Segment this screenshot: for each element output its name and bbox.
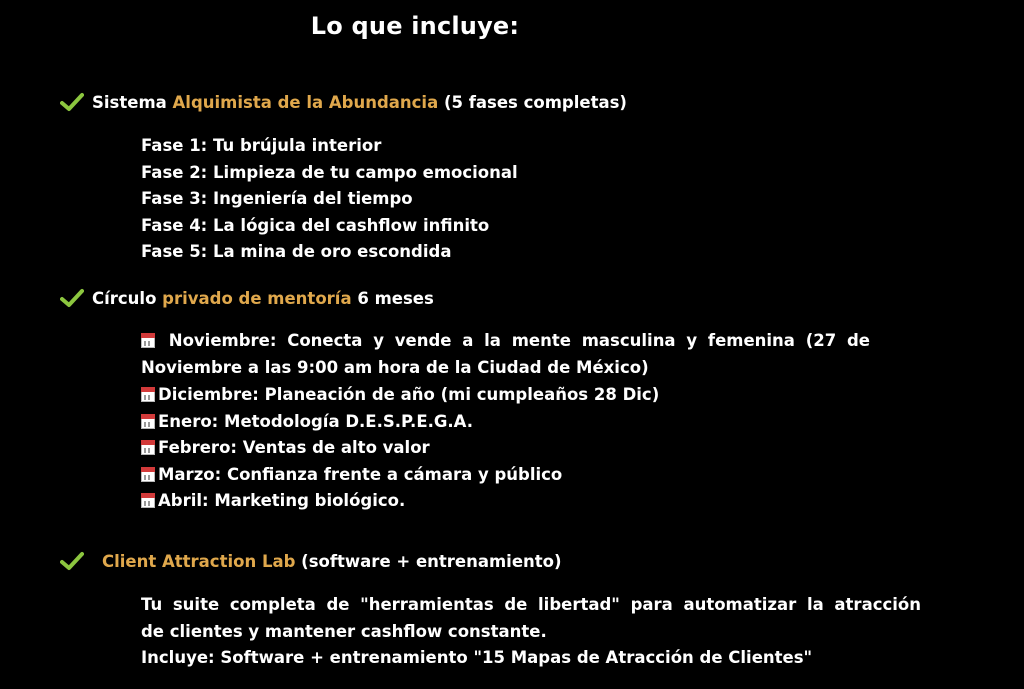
list-item: Fase 1: Tu brújula interior xyxy=(141,136,382,155)
calendar-icon xyxy=(141,333,155,348)
section-prefix: Círculo xyxy=(92,288,163,308)
calendar-icon xyxy=(141,414,155,429)
section-highlight: Alquimista de la Abundancia xyxy=(172,92,439,112)
month-text: Enero: Metodología D.E.S.P.E.G.A. xyxy=(158,411,474,431)
fases-list xyxy=(141,133,518,266)
month-item-noviembre xyxy=(141,328,870,381)
section-header-client-attraction xyxy=(60,549,562,573)
section-prefix: Sistema xyxy=(92,92,173,112)
month-text: Diciembre: Planeación de año (mi cumpleaños 28 Dic) xyxy=(158,385,660,404)
calendar-icon xyxy=(141,493,155,508)
check-icon xyxy=(60,288,84,308)
list-item: Fase 3: Ingeniería del tiempo xyxy=(141,189,413,208)
section-highlight: privado de mentoría xyxy=(162,288,352,308)
list-item xyxy=(141,488,659,515)
calendar-icon xyxy=(141,467,155,482)
section-suffix: (software + entrenamiento) xyxy=(295,551,562,571)
section-suffix: 6 meses xyxy=(351,288,434,308)
section-header-sistema xyxy=(60,90,627,114)
calendar-icon xyxy=(141,440,155,455)
month-text: Febrero: Ventas de alto valor xyxy=(158,438,430,457)
section-header-circulo xyxy=(60,286,434,310)
section-suffix: (5 fases completas) xyxy=(438,92,627,112)
calendar-icon xyxy=(141,387,155,402)
page-title: Lo que incluye: xyxy=(310,12,520,40)
list-item: Fase 5: La mina de oro escondida xyxy=(141,242,452,261)
list-item xyxy=(141,462,659,489)
description-line: Tu suite completa de "herramientas de libertad" para automatizar la atracción xyxy=(141,595,921,614)
month-text: Noviembre: Conecta y vende a la mente masculina y femenina (27 de Noviembre a las 9:00 am hora de la Ciudad de México) xyxy=(141,331,870,377)
list-item xyxy=(141,382,659,409)
section-highlight: Client Attraction Lab xyxy=(102,551,296,571)
list-item xyxy=(141,435,659,462)
list-item: Fase 4: La lógica del cashflow infinito xyxy=(141,215,490,235)
description-line: Incluye: Software + entrenamiento "15 Mapas de Atracción de Clientes" xyxy=(141,648,813,667)
months-list xyxy=(141,382,659,515)
client-lab-description xyxy=(141,592,921,672)
description-line: de clientes y mantener cashflow constante. xyxy=(141,621,547,641)
check-icon xyxy=(60,92,84,112)
month-text: Marzo: Confianza frente a cámara y público xyxy=(158,464,563,484)
check-icon xyxy=(60,551,84,571)
list-item xyxy=(141,409,659,436)
month-text: Abril: Marketing biológico. xyxy=(158,491,406,510)
list-item: Fase 2: Limpieza de tu campo emocional xyxy=(141,162,518,182)
